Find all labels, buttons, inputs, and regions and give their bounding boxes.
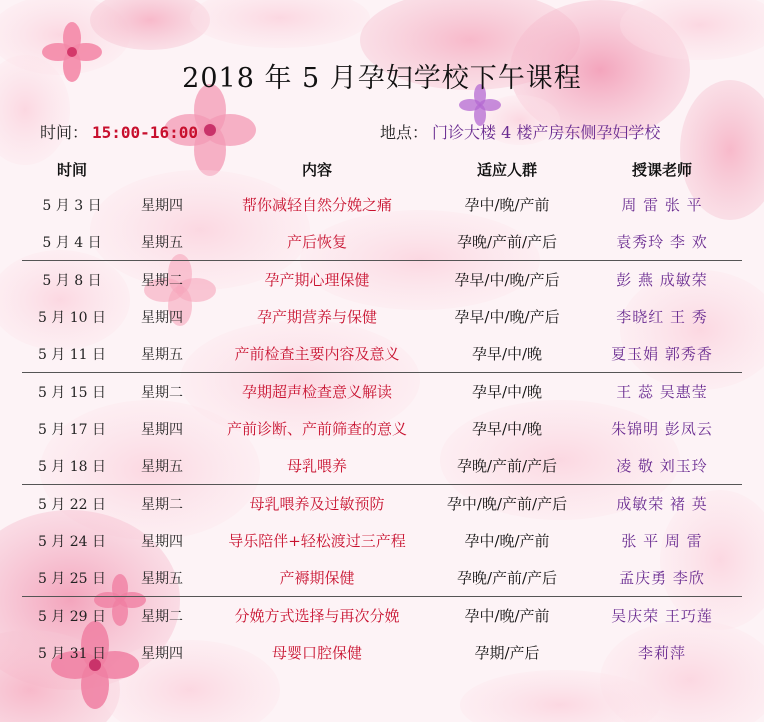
- row-teachers: 李晓红 王 秀: [616, 308, 708, 326]
- row-teachers: 李莉萍: [637, 644, 686, 662]
- row-teachers: 成敏荣 褚 英: [616, 495, 708, 513]
- row-date: 5 月 10 日: [37, 309, 107, 326]
- row-weekday: 星期二: [141, 272, 183, 289]
- row-audience: 孕中/晚/产前: [464, 607, 550, 625]
- row-audience: 孕早/中/晚: [471, 383, 543, 401]
- row-topic: 产前诊断、产前筛查的意义: [226, 420, 407, 438]
- row-audience: 孕中/晚/产前/产后: [446, 495, 568, 513]
- row-date: 5 月 18 日: [37, 458, 107, 475]
- table-row: [22, 485, 742, 522]
- row-audience: 孕早/中/晚/产后: [454, 308, 560, 326]
- row-teachers: 张 平 周 雷: [621, 532, 703, 550]
- row-topic: 孕期超声检查意义解读: [241, 383, 392, 401]
- header-time: 时间: [56, 160, 87, 179]
- row-audience: 孕期/产后: [474, 644, 540, 662]
- row-date: 5 月 3 日: [42, 197, 102, 214]
- header-content: 内容: [301, 160, 332, 179]
- row-audience: 孕晚/产前/产后: [456, 457, 558, 475]
- row-weekday: 星期二: [141, 608, 183, 625]
- row-topic: 孕产期心理保健: [264, 271, 370, 289]
- table-row: [22, 335, 742, 372]
- row-teachers: 凌 敬 刘玉玲: [616, 457, 708, 475]
- row-topic: 母乳喂养: [286, 457, 347, 475]
- table-row: [22, 186, 742, 223]
- row-date: 5 月 17 日: [37, 421, 107, 438]
- row-date: 5 月 25 日: [37, 570, 107, 587]
- row-teachers: 朱锦明 彭凤云: [611, 420, 713, 438]
- table-row: [22, 223, 742, 260]
- table-row: [22, 597, 742, 634]
- row-weekday: 星期四: [141, 197, 183, 214]
- row-teachers: 周 雷 张 平: [621, 196, 703, 214]
- row-topic: 母乳喂养及过敏预防: [249, 495, 385, 513]
- row-date: 5 月 4 日: [42, 234, 102, 251]
- row-topic: 母婴口腔保健: [271, 644, 362, 662]
- page-title: 2018 年 5 月孕妇学校下午课程: [182, 63, 582, 94]
- row-weekday: 星期二: [141, 496, 183, 513]
- row-topic: 帮你减轻自然分娩之痛: [241, 196, 392, 214]
- row-date: 5 月 11 日: [37, 346, 107, 363]
- row-teachers: 彭 燕 成敏荣: [616, 271, 708, 289]
- schedule-table: [22, 152, 742, 671]
- row-weekday: 星期五: [141, 234, 183, 251]
- row-audience: 孕早/中/晚: [471, 345, 543, 363]
- row-date: 5 月 29 日: [37, 608, 107, 625]
- row-topic: 产前检查主要内容及意义: [234, 345, 400, 363]
- table-row: [22, 373, 742, 410]
- row-audience: 孕晚/产前/产后: [456, 569, 558, 587]
- row-weekday: 星期四: [141, 309, 183, 326]
- time-label: 时间：: [40, 123, 89, 142]
- row-date: 5 月 31 日: [37, 645, 107, 662]
- table-row: [22, 447, 742, 484]
- table-row: [22, 410, 742, 447]
- row-teachers: 吴庆荣 王巧莲: [611, 607, 713, 625]
- row-audience: 孕早/中/晚/产后: [454, 271, 560, 289]
- row-date: 5 月 24 日: [37, 533, 107, 550]
- row-audience: 孕中/晚/产前: [464, 196, 550, 214]
- row-audience: 孕中/晚/产前: [464, 532, 550, 550]
- row-weekday: 星期二: [141, 384, 183, 401]
- row-date: 5 月 22 日: [37, 496, 107, 513]
- location-label: 地点：: [380, 123, 429, 142]
- location-info: [380, 120, 660, 143]
- row-topic: 孕产期营养与保健: [256, 308, 377, 326]
- row-weekday: 星期四: [141, 421, 183, 438]
- row-topic: 产后恢复: [286, 233, 347, 251]
- location-value: 门诊大楼 4 楼产房东侧孕妇学校: [432, 123, 661, 142]
- row-audience: 孕晚/产前/产后: [456, 233, 558, 251]
- row-weekday: 星期五: [141, 458, 183, 475]
- row-weekday: 星期四: [141, 645, 183, 662]
- row-teachers: 夏玉娟 郭秀香: [611, 345, 713, 363]
- row-weekday: 星期五: [141, 570, 183, 587]
- row-teachers: 孟庆勇 李欣: [619, 569, 705, 587]
- row-teachers: 王 蕊 吴惠莹: [616, 383, 708, 401]
- table-row: [22, 559, 742, 596]
- row-teachers: 袁秀玲 李 欢: [616, 233, 708, 251]
- table-row: [22, 261, 742, 298]
- row-topic: 分娩方式选择与再次分娩: [234, 607, 400, 625]
- row-topic: 产褥期保健: [279, 569, 355, 587]
- time-info: [40, 120, 198, 143]
- row-weekday: 星期四: [141, 533, 183, 550]
- row-date: 5 月 15 日: [37, 384, 107, 401]
- table-row: [22, 522, 742, 559]
- header-audience: 适应人群: [476, 160, 537, 179]
- row-topic: 导乐陪伴+轻松渡过三产程: [228, 532, 406, 550]
- time-value: 15:00-16:00: [92, 123, 198, 142]
- row-audience: 孕早/中/晚: [471, 420, 543, 438]
- header-teacher: 授课老师: [631, 160, 692, 179]
- table-row: [22, 634, 742, 671]
- row-weekday: 星期五: [141, 346, 183, 363]
- table-header: [22, 152, 742, 186]
- row-date: 5 月 8 日: [42, 272, 102, 289]
- table-row: [22, 298, 742, 335]
